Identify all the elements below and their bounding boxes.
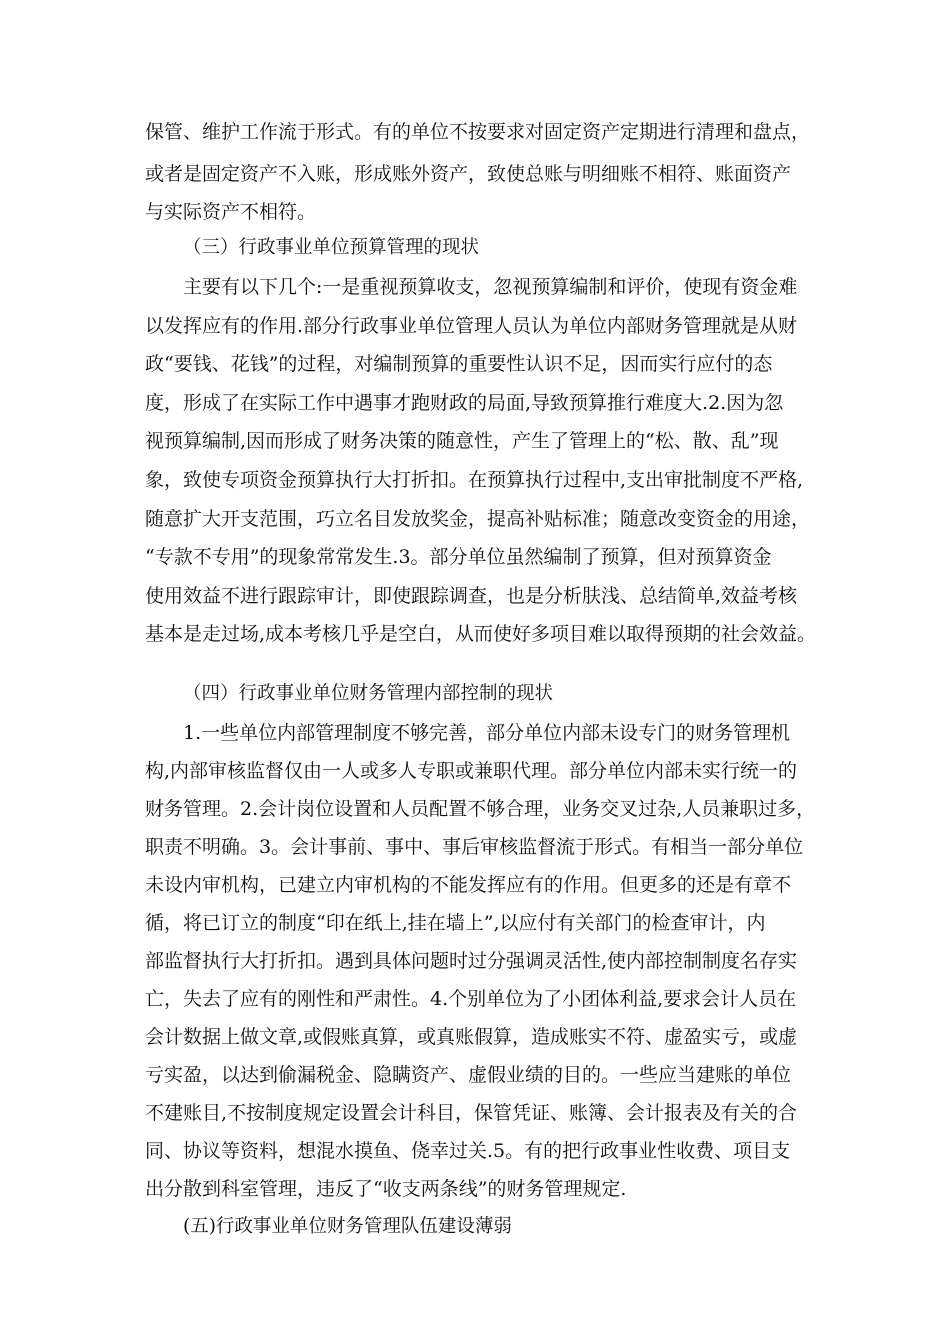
section-heading-5: (五)行政事业单位财务管理队伍建设薄弱 [183, 1216, 512, 1237]
text-line: 或者是固定资产不入账，形成账外资产，致使总账与明细账不相符、账面资产 [145, 163, 792, 185]
text-line: 使用效益不进行跟踪审计，即使跟踪调查，也是分析肤浅、总结简单,效益考核 [145, 585, 798, 607]
text-line: 会计数据上做文章,或假账真算，或真账假算，造成账实不符、虚盈实亏，或虚 [145, 1026, 798, 1048]
text-line: 构,内部审核监督仅由一人或多人专职或兼职代理。部分单位内部未实行统一的 [145, 760, 798, 782]
text-line: 不建账目,不按制度规定设置会计科目，保管凭证、账簿、会计报表及有关的合 [145, 1102, 798, 1124]
text-line: 随意扩大开支范围，巧立名目发放奖金，提高补贴标准；随意改变资金的用途， [145, 508, 811, 530]
text-line: 以发挥应有的作用.部分行政事业单位管理人员认为单位内部财务管理就是从财 [145, 315, 798, 337]
text-line: 1.一些单位内部管理制度不够完善，部分单位内部未设专门的财务管理机 [183, 722, 791, 744]
text-line: 政“要钱、花钱”的过程，对编制预算的重要性认识不足，因而实行应付的态 [145, 353, 773, 375]
text-line: 与实际资产不相符。 [145, 201, 317, 223]
text-line: “专款不专用”的现象常常发生.3。部分单位虽然编制了预算，但对预算资金 [145, 546, 772, 568]
text-line: 主要有以下几个:一是重视预算收支，忽视预算编制和评价，使现有资金难 [183, 276, 798, 298]
text-line: 未设内审机构，已建立内审机构的不能发挥应有的作用。但更多的还是有章不 [145, 874, 792, 896]
text-line: 基本是走过场,成本考核几乎是空白，从而使好多项目难以取得预期的社会效益。 [145, 623, 817, 645]
text-line: 度，形成了在实际工作中遇事才跑财政的局面,导致预算推行难度大.2.因为忽 [145, 392, 784, 414]
text-line: 保管、维护工作流于形式。有的单位不按要求对固定资产定期进行清理和盘点， [145, 121, 811, 143]
text-line: 象，致使专项资金预算执行大打折扣。在预算执行过程中,支出审批制度不严格, [145, 469, 804, 491]
text-line: 亏实盈，以达到偷漏税金、隐瞒资产、虚假业绩的目的。一些应当建账的单位 [145, 1064, 792, 1086]
text-line: 循，将已订立的制度“印在纸上,挂在墙上”,以应付有关部门的检查审计，内 [145, 912, 766, 934]
section-heading-3: （三）行政事业单位预算管理的现状 [183, 237, 480, 258]
text-line: 财务管理。2.会计岗位设置和人员配置不够合理，业务交叉过杂,人员兼职过多， [145, 798, 816, 820]
section-heading-4: （四）行政事业单位财务管理内部控制的现状 [183, 683, 554, 704]
text-line: 部监督执行大打折扣。遇到具体问题时过分强调灵活性,使内部控制制度名存实 [145, 950, 798, 972]
text-line: 出分散到科室管理，违反了“收支两条线”的财务管理规定. [145, 1178, 627, 1200]
text-line: 同、协议等资料，想混水摸鱼、侥幸过关.5。有的把行政事业性收费、项目支 [145, 1140, 791, 1162]
text-line: 职责不明确。3。会计事前、事中、事后审核监督流于形式。有相当一部分单位 [145, 836, 804, 858]
text-line: 视预算编制,因而形成了财务决策的随意性，产生了管理上的“松、散、乱”现 [145, 430, 779, 452]
text-line: 亡，失去了应有的刚性和严肃性。4.个别单位为了小团体利益,要求会计人员在 [145, 988, 797, 1010]
